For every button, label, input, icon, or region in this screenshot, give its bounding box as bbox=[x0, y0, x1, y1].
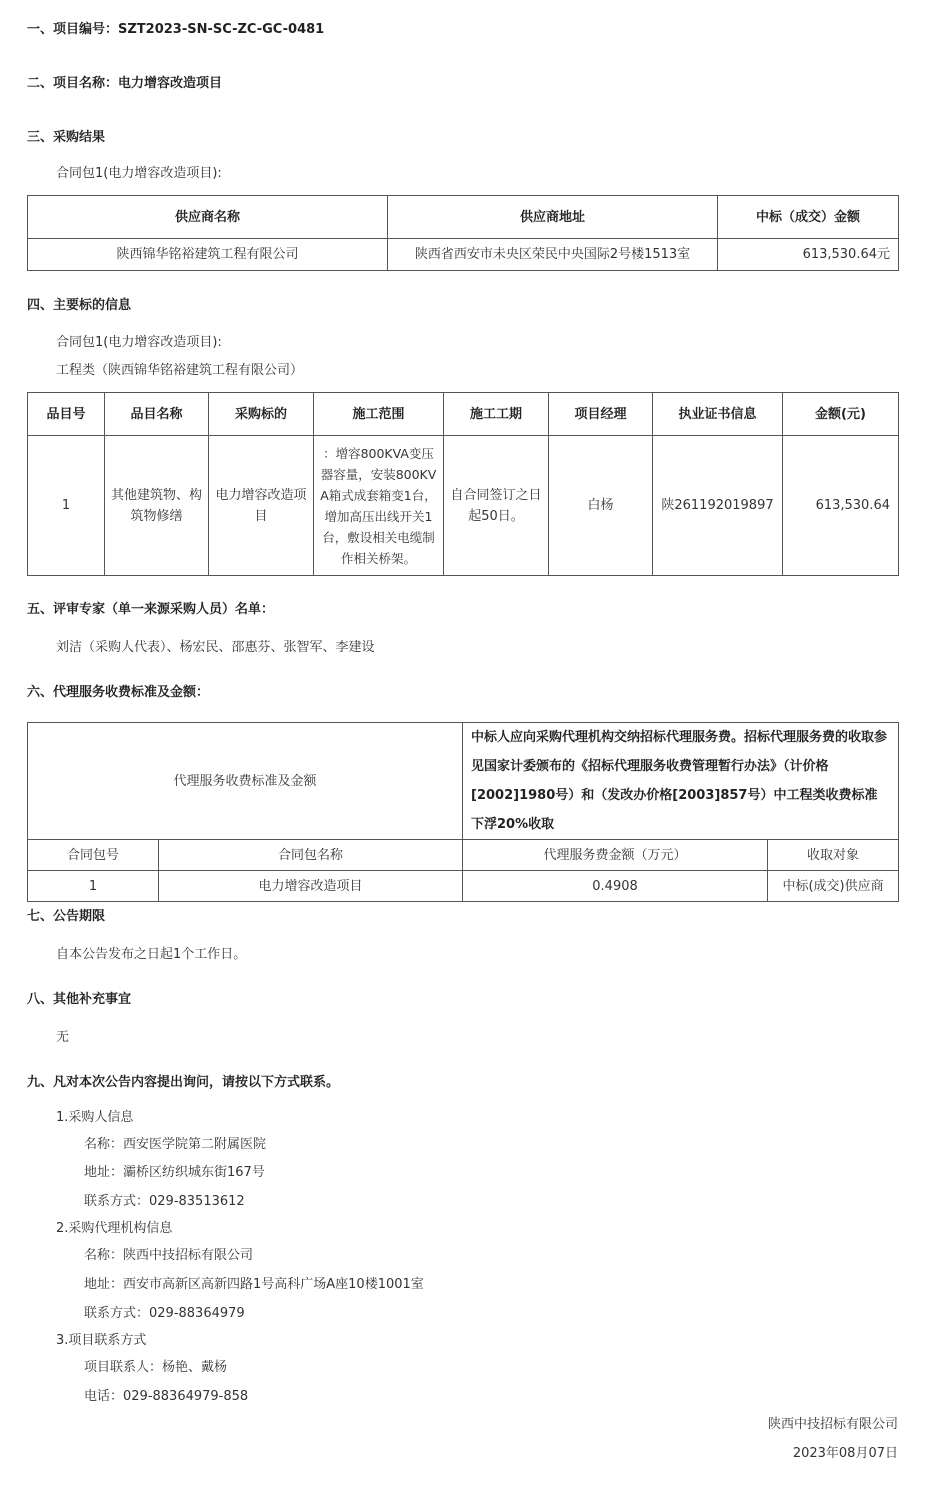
fee-header-payer: 收取对象 bbox=[768, 840, 899, 871]
table-row bbox=[28, 239, 899, 271]
item-duration: 自合同签订之日起50日。 bbox=[444, 436, 549, 576]
fee-package-name: 电力增容改造项目 bbox=[159, 871, 463, 902]
item-header-scope: 施工范围 bbox=[314, 393, 444, 436]
result-table bbox=[27, 195, 899, 271]
item-header-number: 品目号 bbox=[28, 393, 105, 436]
result-header-amount: 中标（成交）金额 bbox=[718, 196, 899, 239]
section-agency-fee: 六、代理服务收费标准及金额： bbox=[27, 685, 210, 700]
section-procurement-result: 三、采购结果 bbox=[27, 130, 106, 145]
fee-package-number: 1 bbox=[28, 871, 159, 902]
fee-header-package-number: 合同包号 bbox=[28, 840, 159, 871]
section-notice-period: 七、公告期限 bbox=[27, 909, 106, 924]
supplier-name: 陕西锦华铭裕建筑工程有限公司 bbox=[28, 239, 388, 271]
section-other-matters: 八、其他补充事宜 bbox=[27, 992, 132, 1007]
section-contact: 九、凡对本次公告内容提出询问，请按以下方式联系。 bbox=[27, 1075, 340, 1090]
fee-standard-label: 代理服务收费标准及金额 bbox=[28, 723, 463, 840]
item-header-amount: 金额(元) bbox=[783, 393, 899, 436]
project-contact-phone: 电话：029-88364979-858 bbox=[84, 1389, 249, 1404]
item-table bbox=[27, 392, 899, 576]
table-row bbox=[28, 871, 899, 902]
agency-info-title: 2.采购代理机构信息 bbox=[56, 1221, 173, 1236]
other-matters: 无 bbox=[56, 1030, 70, 1045]
item-header-certificate: 执业证书信息 bbox=[653, 393, 783, 436]
buyer-address: 地址：灞桥区纺织城东街167号 bbox=[84, 1165, 265, 1180]
notice-period: 自本公告发布之日起1个工作日。 bbox=[56, 947, 247, 962]
buyer-info-title: 1.采购人信息 bbox=[56, 1110, 134, 1125]
fee-amount: 0.4908 bbox=[463, 871, 768, 902]
fee-payer: 中标(成交)供应商 bbox=[768, 871, 899, 902]
section-main-items: 四、主要标的信息 bbox=[27, 298, 132, 313]
agency-phone: 联系方式：029-88364979 bbox=[84, 1306, 245, 1321]
buyer-phone: 联系方式：029-83513612 bbox=[84, 1194, 245, 1209]
fee-header-amount: 代理服务费金额（万元） bbox=[463, 840, 768, 871]
item-header-duration: 施工工期 bbox=[444, 393, 549, 436]
publish-date: 2023年08月07日 bbox=[792, 1446, 898, 1461]
agency-address: 地址：西安市高新区高新四路1号高科广场A座10楼1001室 bbox=[84, 1277, 424, 1292]
contract-package-label: 合同包1(电力增容改造项目): bbox=[56, 335, 222, 350]
expert-list: 刘洁（采购人代表）、杨宏民、邵惠芬、张智军、李建设 bbox=[56, 640, 375, 655]
project-number: 一、项目编号：SZT2023-SN-SC-ZC-GC-0481 bbox=[27, 22, 325, 37]
item-number: 1 bbox=[28, 436, 105, 576]
item-name: 其他建筑物、构筑物修缮 bbox=[105, 436, 209, 576]
result-header-address: 供应商地址 bbox=[388, 196, 718, 239]
fee-table bbox=[27, 722, 899, 902]
item-header-manager: 项目经理 bbox=[549, 393, 653, 436]
item-category: 工程类（陕西锦华铭裕建筑工程有限公司） bbox=[56, 363, 304, 378]
section-experts: 五、评审专家（单一来源采购人员）名单： bbox=[27, 602, 275, 617]
item-manager: 白杨 bbox=[549, 436, 653, 576]
item-subject: 电力增容改造项目 bbox=[209, 436, 314, 576]
item-header-name: 品目名称 bbox=[105, 393, 209, 436]
result-header-supplier: 供应商名称 bbox=[28, 196, 388, 239]
signer: 陕西中技招标有限公司 bbox=[767, 1417, 898, 1432]
project-contact-person: 项目联系人：杨艳、戴杨 bbox=[84, 1360, 228, 1375]
item-scope: ：增容800KVA变压器容量，安装800KVA箱式成套箱变1台，增加高压出线开关1台，敷设相关电缆制作相关桥架。 bbox=[314, 436, 444, 576]
project-name: 二、项目名称：电力增容改造项目 bbox=[27, 76, 223, 91]
buyer-name: 名称：西安医学院第二附属医院 bbox=[84, 1137, 267, 1152]
contract-package-label: 合同包1(电力增容改造项目): bbox=[56, 166, 222, 181]
supplier-address: 陕西省西安市未央区荣民中央国际2号楼1513室 bbox=[388, 239, 718, 271]
agency-name: 名称：陕西中技招标有限公司 bbox=[84, 1248, 254, 1263]
item-header-subject: 采购标的 bbox=[209, 393, 314, 436]
table-row bbox=[28, 436, 899, 576]
award-amount: 613,530.64元 bbox=[718, 239, 899, 271]
item-certificate: 陕261192019897 bbox=[653, 436, 783, 576]
fee-standard-description: 中标人应向采购代理机构交纳招标代理服务费。招标代理服务费的收取参见国家计委颁布的《招标代理服务收费管理暂行办法》（计价格[2002]1980号）和（发改办价格[2003]857号）中工程类收费标准下浮20%收取 bbox=[463, 723, 899, 840]
item-amount: 613,530.64 bbox=[783, 436, 899, 576]
project-contact-title: 3.项目联系方式 bbox=[56, 1333, 147, 1348]
fee-header-package-name: 合同包名称 bbox=[159, 840, 463, 871]
